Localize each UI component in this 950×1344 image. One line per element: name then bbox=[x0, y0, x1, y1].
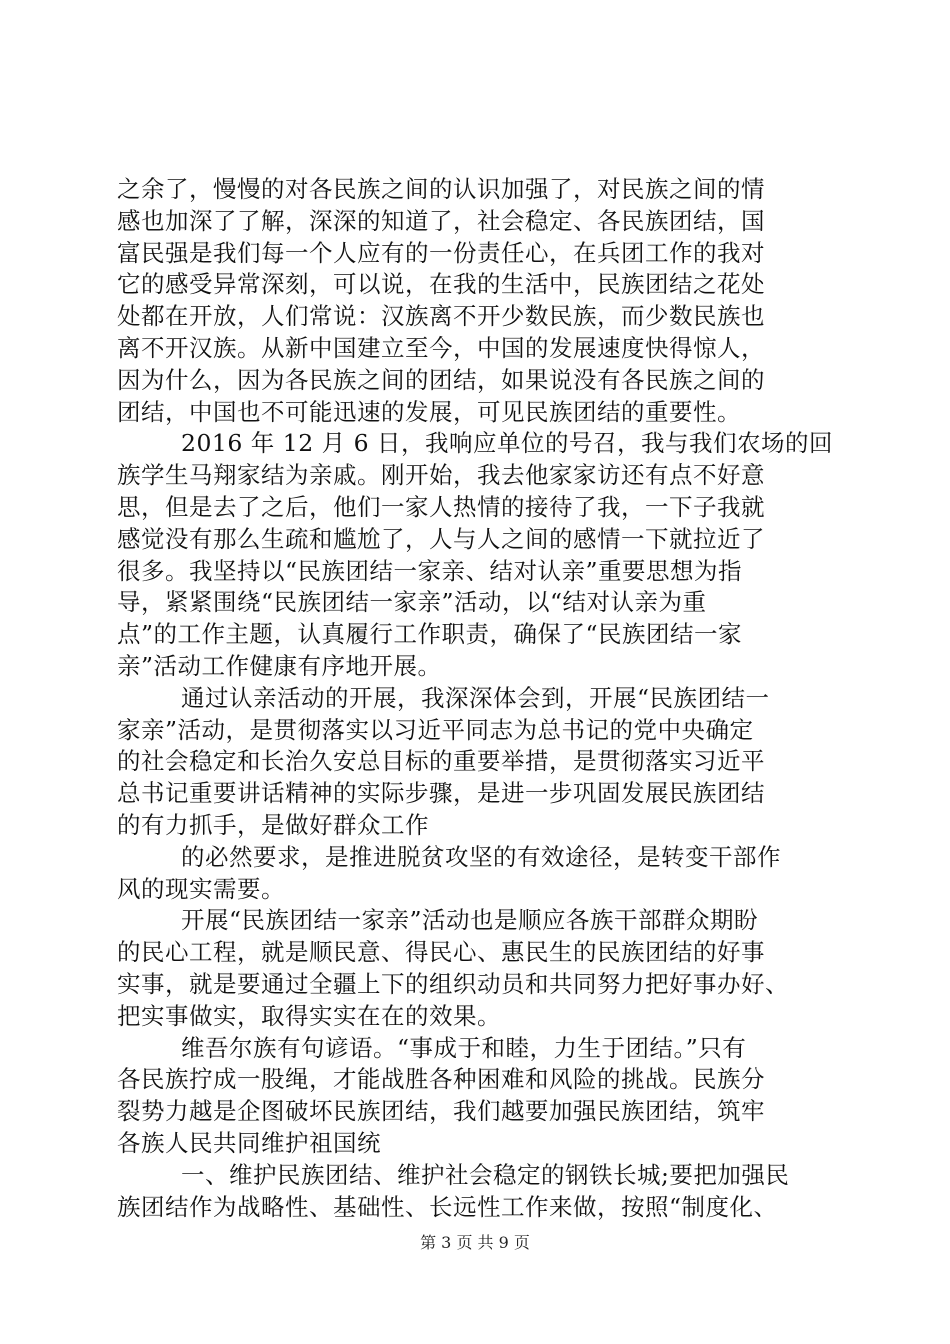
text-line: 感觉没有那么生疏和尴尬了，人与人之间的感情一下就拉近了 bbox=[117, 524, 765, 553]
text-line: 风的现实需要。 bbox=[117, 874, 285, 903]
text-line: 它的感受异常深刻，可以说，在我的生活中，民族团结之花处 bbox=[117, 270, 765, 299]
text-line: 各族人民共同维护祖国统 bbox=[117, 1128, 381, 1157]
text-line: 因为什么，因为各民族之间的团结，如果说没有各民族之间的 bbox=[117, 365, 765, 394]
text-line: 思，但是去了之后，他们一家人热情的接待了我，一下子我就 bbox=[117, 492, 765, 521]
text-line: 的有力抓手，是做好群众工作 bbox=[117, 810, 429, 839]
text-line: 实事，就是要通过全疆上下的组织动员和共同努力把好事办好、 bbox=[117, 969, 789, 998]
page-footer: 第 3 页 共 9 页 bbox=[420, 1233, 530, 1252]
text-line: 一、维护民族团结、维护社会稳定的钢铁长城;要把加强民 bbox=[181, 1160, 790, 1189]
body-text bbox=[117, 174, 837, 1223]
text-line: 族学生马翔家结为亲戚。刚开始，我去他家家访还有点不好意 bbox=[117, 461, 765, 490]
text-line: 2016 年 12 月 6 日，我响应单位的号召，我与我们农场的回 bbox=[181, 429, 834, 458]
text-line: 的民心工程，就是顺民意、得民心、惠民生的民族团结的好事 bbox=[117, 938, 765, 967]
text-line: 离不开汉族。从新中国建立至今，中国的发展速度快得惊人， bbox=[117, 333, 765, 362]
text-line: 维吾尔族有句谚语。“事成于和睦，力生于团结。”只有 bbox=[181, 1033, 747, 1062]
text-line: 的必然要求，是推进脱贫攻坚的有效途径，是转变干部作 bbox=[181, 842, 781, 871]
text-line: 家亲”活动，是贯彻落实以习近平同志为总书记的党中央确定 bbox=[117, 715, 754, 744]
text-line: 团结，中国也不可能迅速的发展，可见民族团结的重要性。 bbox=[117, 397, 741, 426]
text-line: 很多。我坚持以“民族团结一家亲、结对认亲”重要思想为指 bbox=[117, 556, 743, 585]
text-line: 富民强是我们每一个人应有的一份责任心，在兵团工作的我对 bbox=[117, 238, 765, 267]
text-line: 总书记重要讲话精神的实际步骤，是进一步巩固发展民族团结 bbox=[117, 779, 765, 808]
text-line: 亲”活动工作健康有序地开展。 bbox=[117, 651, 442, 680]
text-line: 把实事做实，取得实实在在的效果。 bbox=[117, 1001, 501, 1030]
text-line: 点”的工作主题，认真履行工作职责，确保了“民族团结一家 bbox=[117, 620, 743, 649]
text-line: 裂势力越是企图破坏民族团结，我们越要加强民族团结，筑牢 bbox=[117, 1097, 765, 1126]
text-line: 各民族拧成一股绳，才能战胜各种困难和风险的挑战。民族分 bbox=[117, 1065, 765, 1094]
text-line: 之余了，慢慢的对各民族之间的认识加强了，对民族之间的情 bbox=[117, 175, 765, 203]
text-line: 族团结作为战略性、基础性、长远性工作来做，按照“制度化、 bbox=[117, 1192, 778, 1221]
text-line: 通过认亲活动的开展，我深深体会到，开展“民族团结一 bbox=[181, 683, 770, 712]
text-line: 导，紧紧围绕“民族团结一家亲”活动，以“结对认亲为重 bbox=[117, 588, 707, 617]
text-line: 开展“民族团结一家亲”活动也是顺应各族干部群众期盼 bbox=[181, 906, 759, 935]
text-line: 感也加深了了解，深深的知道了，社会稳定、各民族团结，国 bbox=[117, 206, 765, 235]
text-line: 处都在开放，人们常说：汉族离不开少数民族，而少数民族也 bbox=[117, 302, 765, 331]
text-line: 的社会稳定和长治久安总目标的重要举措，是贯彻落实习近平 bbox=[117, 747, 765, 776]
